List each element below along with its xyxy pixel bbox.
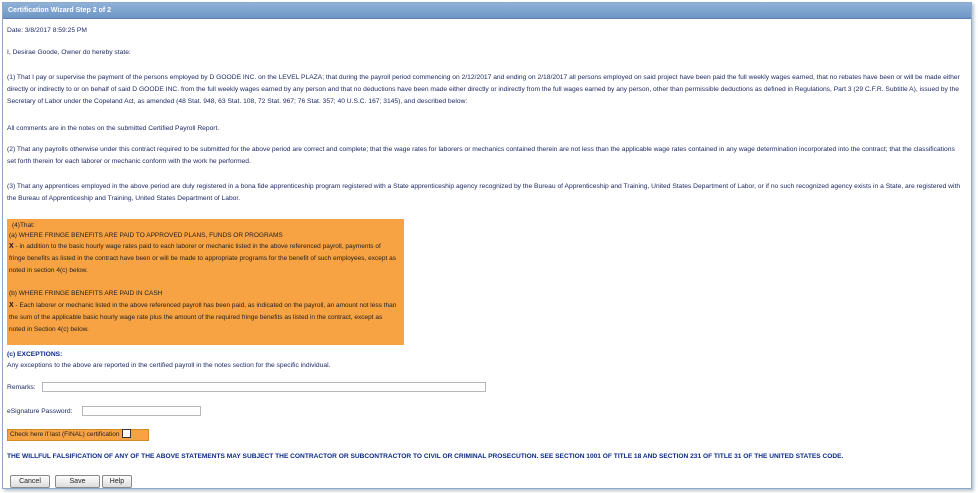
fringe-a-mark: X bbox=[9, 243, 14, 250]
window-title: Certification Wizard Step 2 of 2 bbox=[3, 3, 971, 19]
final-certification-checkbox[interactable] bbox=[122, 429, 131, 438]
statement-paragraph-3: (3) That any apprentices employed in the above period are duly registered in a bona fide apprenticeship program registered with a State apprenticeship agency recognized by the Bureau of Apprenticeship and Training, United States Department of Labor, or if no such recognized agency exists in a State, are registered with the Bureau of Apprenticeship and Training, United States Department of Labor. bbox=[7, 183, 961, 202]
statement-paragraph-2: (2) That any payrolls otherwise under this contract required to be submitted for the above period are correct and complete; that the wage rates for laborers or mechanics contained therein are not less than the applicable wage rates contained in any wage determination incorporated into the contract; that the classifications set forth therein for each laborer or mechanic conform with the work he performed. bbox=[7, 146, 955, 165]
statement-paragraph-1: (1) That I pay or supervise the payment of the persons employed by D GOODE INC. on the LEVEL PLAZA; that during the payroll period commencing on 2/12/2017 and ending on 2/18/2017 all persons employed on said project have been paid the full weekly wages earned, that no rebates have been or will be made either directly or indirectly to or on behalf of said D GOODE INC. from the full weekly wages earned by any person and that no deductions have been made either directly or indirectly from the full wages earned by any person, other than permissible deductions as defined in Regulations, Part 3 (29 C.F.R. Subtitle A), issued by the Secretary of Labor under the Copeland Act, as amended (48 Stat. 948, 63 Stat. 108, 72 Stat. 967; 76 Stat. 357; 40 U.S.C. 167; 3145), and described below: bbox=[7, 74, 960, 105]
fringe-a-body bbox=[9, 241, 398, 277]
final-certification-option[interactable] bbox=[7, 429, 149, 441]
fringe-b-body bbox=[9, 300, 398, 336]
password-label: eSignature Password: bbox=[7, 408, 73, 415]
falsification-warning: THE WILLFUL FALSIFICATION OF ANY OF THE ABOVE STATEMENTS MAY SUBJECT THE CONTRACTOR OR SUBCONTRACTOR TO CIVIL OR CRIMINAL PROSECUTION. SEE SECTION 1001 OF TITLE 18 AND SECTION 231 OF TITLE 31 OF THE UNITED STATES CODE. bbox=[7, 453, 844, 460]
fringe-b-text: - Each laborer or mechanic listed in the above referenced payroll has been paid, as indicated on the payroll, an amount not less than the sum of the applicable basic hourly wage rate plus the amount of the required fringe benefits as listed in the contract, except as noted in Section 4(c) below. bbox=[9, 302, 397, 333]
remarks-label: Remarks: bbox=[7, 384, 36, 391]
esignature-password-input[interactable] bbox=[82, 406, 201, 416]
certification-date: Date: 3/8/2017 8:59:25 PM bbox=[7, 27, 87, 34]
remarks-input[interactable] bbox=[42, 382, 486, 392]
fringe-a-title: (a) WHERE FRINGE BENEFITS ARE PAID TO APPROVED PLANS, FUNDS OR PROGRAMS bbox=[9, 232, 283, 239]
comments-note: All comments are in the notes on the submitted Certified Payroll Report. bbox=[7, 125, 220, 132]
cancel-button[interactable]: Cancel bbox=[10, 475, 50, 488]
exceptions-text: Any exceptions to the above are reported in the certified payroll in the notes section for the specific individual. bbox=[7, 362, 331, 369]
fringe-a-text: - in addition to the basic hourly wage rates paid to each laborer or mechanic listed in the above referenced payroll, payments of fringe benefits as listed in the contract have been or will be made to appropriate programs for the benefit of such employees, except as noted in section 4(c) below. bbox=[9, 243, 396, 274]
certification-wizard-window bbox=[2, 2, 972, 489]
fringe-b-mark: X bbox=[9, 302, 14, 309]
exceptions-title: (c) EXCEPTIONS: bbox=[7, 351, 63, 358]
statement-intro: I, Desirae Goode, Owner do hereby state: bbox=[7, 49, 131, 56]
fringe-benefits-section bbox=[7, 219, 404, 345]
fringe-b-title: (b) WHERE FRINGE BENEFITS ARE PAID IN CASH bbox=[9, 290, 163, 297]
help-button[interactable]: Help bbox=[102, 475, 132, 488]
final-certification-label: Check here if last (FINAL) certification bbox=[10, 431, 120, 439]
fringe-heading: (4)That: bbox=[12, 222, 35, 229]
save-button[interactable]: Save bbox=[55, 475, 100, 488]
